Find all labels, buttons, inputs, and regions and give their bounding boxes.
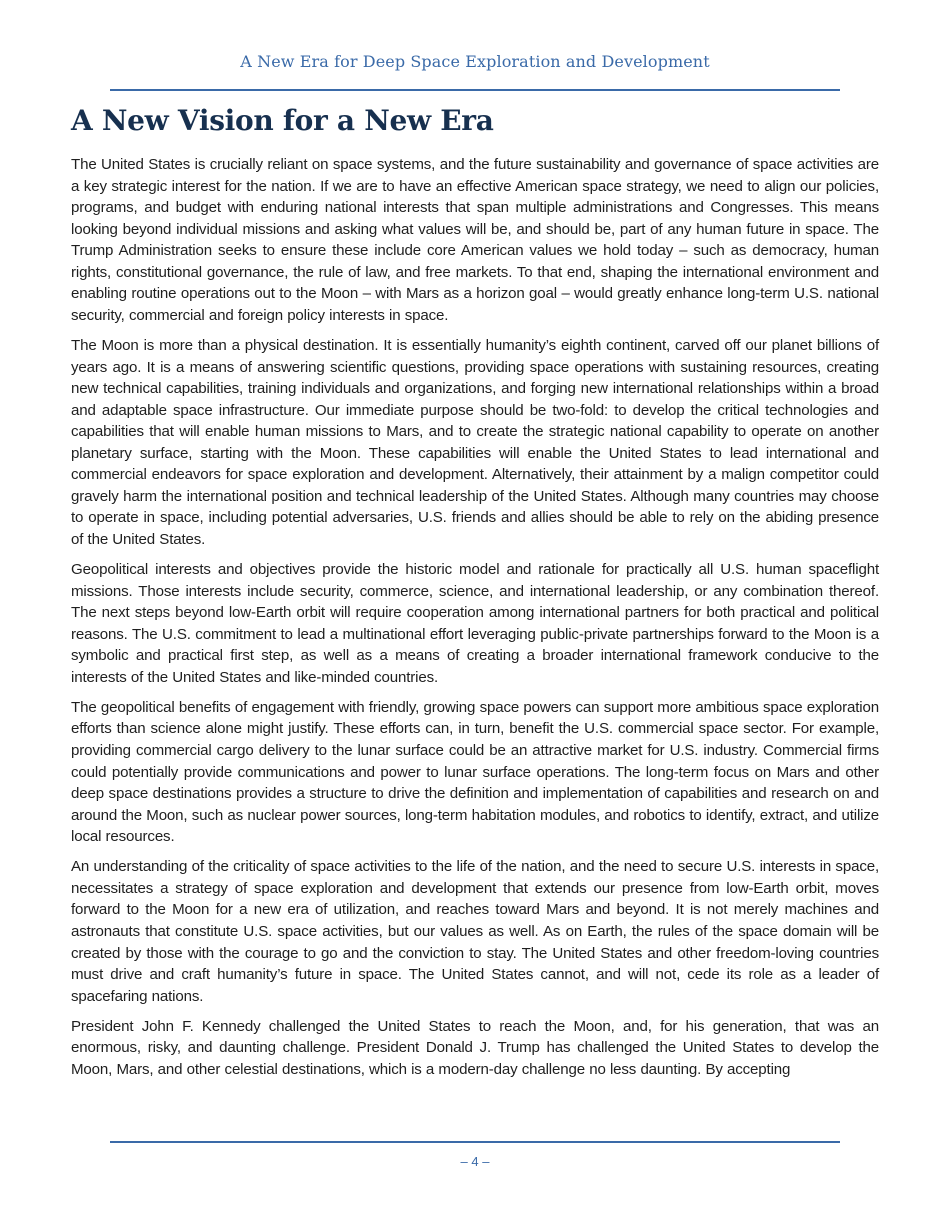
paragraph: The United States is crucially reliant on space systems, and the future sustainability and governance of space activities are a key strategic interest for the nation. If we are to have an effective American space strategy, we need to align our policies, programs, and budget with enduring national interests that span multiple administrations and Congresses. This means looking beyond individual missions and asking what values will be, and should be, part of any human future in space. The Trump Administration seeks to ensure these include core American values we hold today – such as democracy, human rights, constitutional governance, the rule of law, and free markets. To that end, shaping the international environment and enabling routine operations out to the Moon – with Mars as a horizon goal – would greatly enhance long-term U.S. national security, commercial and foreign policy interests in space.	[71, 156, 879, 324]
paragraph: The geopolitical benefits of engagement with friendly, growing space powers can support more ambitious space exploration efforts than science alone might justify. These efforts can, in turn, benefit the U.S. commercial space sector. For example, providing commercial cargo delivery to the lunar surface could be an attractive market for U.S. industry. Commercial firms could potentially provide communications and power to lunar surface operations. The long-term focus on Mars and other deep space destinations provides a structure to drive the definition and implementation of capabilities and research on and around the Moon, such as nuclear power sources, long-term habitation modules, and robotics to identify, extract, and utilize local resources.	[71, 698, 879, 846]
paragraph: President John F. Kennedy challenged the United States to reach the Moon, and, for his generation, that was an enormous, risky, and daunting challenge. President Donald J. Trump has challenged the United States to develop the Moon, Mars, and other celestial destinations, which is a modern-day challenge no less daunting. By accepting	[71, 1017, 879, 1078]
running-header: A New Era for Deep Space Exploration and Development	[240, 52, 710, 71]
paragraph: An understanding of the criticality of space activities to the life of the nation, and the need to secure U.S. interests in space, necessitates a strategy of space exploration and development that extends our presence from low-Earth orbit, moves forward to the Moon for a new era of utilization, and reaches toward Mars and beyond. It is not merely machines and astronauts that constitute U.S. space activities, but our values as well. As on Earth, the rules of the space domain will be created by those with the courage to go and the conviction to stay. The United States and other freedom-loving countries must drive and craft humanity’s future in space. The United States cannot, and will not, cede its role as a leader of spacefaring nations.	[71, 858, 879, 1005]
body-text	[71, 154, 879, 1089]
paragraph: Geopolitical interests and objectives provide the historic model and rationale for practically all U.S. human spaceflight missions. Those interests include security, commerce, science, and international leadership, or any combination thereof. The next steps beyond low-Earth orbit will require cooperation among international partners for both practical and political reasons. The U.S. commitment to lead a multinational effort leveraging public-private partnerships forward to the Moon is a symbolic and practical first step, as well as a means of creating a broader international framework conducive to the interests of the United States and like-minded countries.	[71, 561, 879, 686]
paragraph: The Moon is more than a physical destination. It is essentially humanity’s eighth continent, carved off our planet billions of years ago. It is a means of answering scientific questions, providing space operations with sustaining resources, creating new technical capabilities, training individuals and organizations, and forging new international relationships within a broad and adaptable space infrastructure. Our immediate purpose should be two-fold: to develop the critical technologies and capabilities that will enable human missions to Mars, and to create the strategic national capability to operate on another planetary surface, starting with the Moon. These capabilities will enable the United States to lead international and commercial endeavors for space exploration and development. Alternatively, their attainment by a malign competitor could gravely harm the international position and technical leadership of the United States. Although many countries may choose to operate in space, including potential adversaries, U.S. friends and allies should be able to rely on the abiding presence of the United States.	[71, 336, 879, 548]
footer-divider	[110, 1141, 840, 1143]
page-number: – 4 –	[460, 1154, 490, 1169]
section-title: A New Vision for a New Era	[71, 104, 494, 137]
header-divider	[110, 89, 840, 91]
